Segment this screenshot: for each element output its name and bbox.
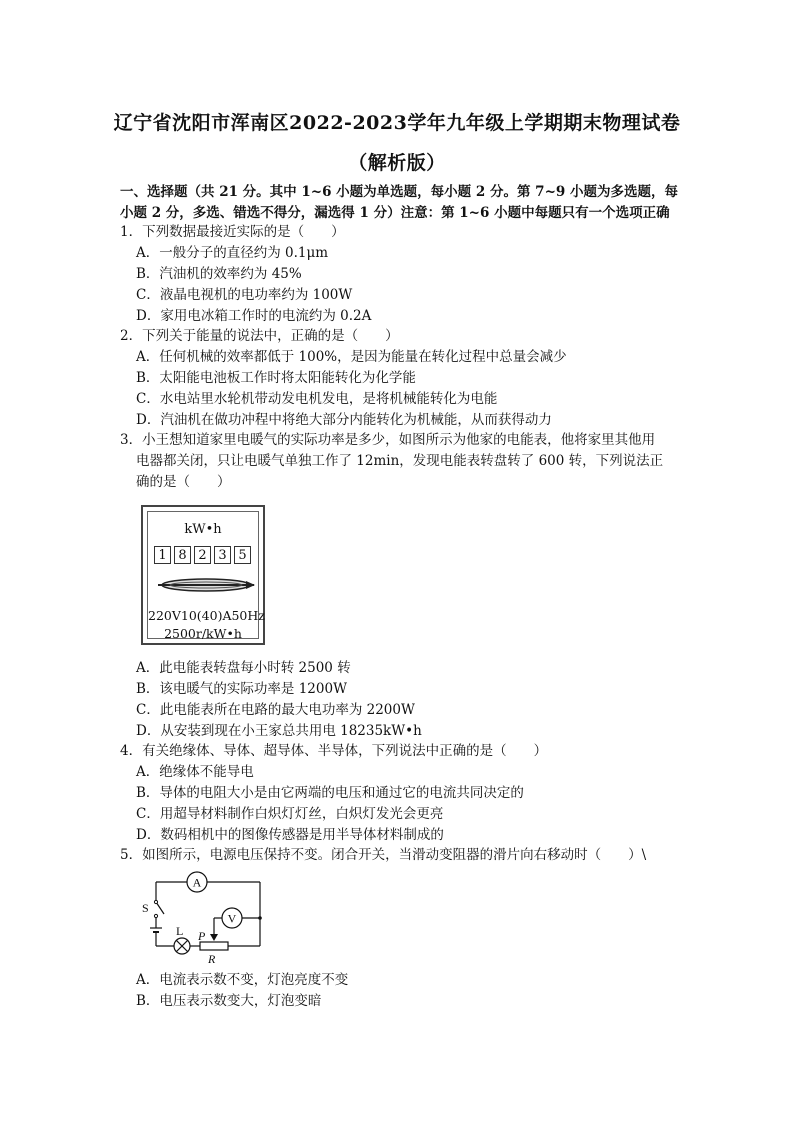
question-3-stem-line3: 确的是（ ） bbox=[136, 474, 231, 490]
meter-digit: 8 bbox=[174, 546, 191, 564]
section-heading-line1: 一、选择题（共 21 分。其中 1~6 小题为单选题，每小题 2 分。第 7~9 小题为多选题，每 bbox=[120, 184, 678, 200]
question-2-stem: 2．下列关于能量的说法中，正确的是（ ） bbox=[120, 328, 399, 344]
question-4-stem: 4．有关绝缘体、导体、超导体、半导体，下列说法中正确的是（ ） bbox=[120, 743, 548, 759]
question-2-option-a: A．任何机械的效率都低于 100%，是因为能量在转化过程中总量会减少 bbox=[136, 349, 567, 365]
energy-meter-panel bbox=[147, 511, 265, 641]
question-4-option-c: C．用超导材料制作白炽灯灯丝，白炽灯发光会更亮 bbox=[136, 806, 444, 822]
question-1-option-b: B．汽油机的效率约为 45% bbox=[136, 266, 302, 282]
ammeter-icon bbox=[187, 872, 207, 892]
question-1-option-d: D．家用电冰箱工作时的电流约为 0.2A bbox=[136, 308, 372, 324]
question-3-option-c: C．此电能表所在电路的最大电功率为 2200W bbox=[136, 702, 415, 718]
question-1-option-a: A．一般分子的直径约为 0.1μm bbox=[136, 245, 329, 261]
question-1-option-c: C．液晶电视机的电功率约为 100W bbox=[136, 287, 353, 303]
section-heading-line2: 小题 2 分，多选、错选不得分，漏选得 1 分）注意：第 1~6 小题中每题只有一个选项正确 bbox=[120, 205, 670, 221]
switch-label: S bbox=[142, 901, 149, 915]
question-2-option-d: D．汽油机在做功冲程中将绝大部分内能转化为机械能，从而获得动力 bbox=[136, 412, 552, 428]
question-5-stem: 5．如图所示，电源电压保持不变。闭合开关，当滑动变阻器的滑片向右移动时（ ）\ bbox=[120, 847, 647, 863]
meter-digit: 1 bbox=[154, 546, 171, 564]
slider-label: P bbox=[198, 929, 206, 943]
question-2-option-b: B．太阳能电池板工作时将太阳能转化为化学能 bbox=[136, 370, 416, 386]
question-3-option-b: B．该电暖气的实际功率是 1200W bbox=[136, 681, 347, 697]
meter-digit: 3 bbox=[214, 546, 231, 564]
lamp-icon bbox=[174, 938, 190, 954]
question-3-stem-line2: 电器都关闭，只让电暖气单独工作了 12min，发现电能表转盘转了 600 转，下列说法正 bbox=[136, 453, 664, 469]
question-2-option-c: C．水电站里水轮机带动发电机发电，是将机械能转化为电能 bbox=[136, 391, 498, 407]
voltmeter-label: V bbox=[227, 911, 237, 926]
resistor-label: R bbox=[208, 952, 216, 966]
ammeter-label: A bbox=[192, 875, 202, 890]
meter-constant-label: 2500r/kW•h bbox=[164, 626, 242, 641]
question-5-option-b: B．电压表示数变大，灯泡变暗 bbox=[136, 993, 322, 1009]
question-3-option-a: A．此电能表转盘每小时转 2500 转 bbox=[136, 660, 351, 676]
meter-rotating-disk-icon bbox=[156, 576, 256, 594]
meter-unit-label: kW•h bbox=[184, 522, 222, 537]
page-subtitle: （解析版） bbox=[348, 152, 446, 174]
meter-rating-label: 220V10(40)A50Hz bbox=[148, 608, 265, 623]
page-title: 辽宁省沈阳市浑南区2022-2023学年九年级上学期期末物理试卷 bbox=[113, 112, 681, 134]
meter-digit: 2 bbox=[194, 546, 211, 564]
circuit-diagram bbox=[140, 866, 270, 966]
lamp-label: L bbox=[176, 924, 184, 938]
question-4-option-a: A．绝缘体不能导电 bbox=[136, 764, 254, 780]
meter-digit: 5 bbox=[234, 546, 251, 564]
meter-counter bbox=[154, 546, 254, 564]
question-4-option-d: D．数码相机中的图像传感器是用半导体材料制成的 bbox=[136, 827, 444, 843]
question-1-stem: 1．下列数据最接近实际的是（ ） bbox=[120, 224, 345, 240]
question-4-option-b: B．导体的电阻大小是由它两端的电压和通过它的电流共同决定的 bbox=[136, 785, 524, 801]
question-3-option-d: D．从安装到现在小王家总共用电 18235kW•h bbox=[136, 723, 422, 739]
voltmeter-icon bbox=[222, 908, 242, 928]
question-5-option-a: A．电流表示数不变，灯泡亮度不变 bbox=[136, 972, 349, 988]
question-3-stem-line1: 3．小王想知道家里电暖气的实际功率是多少，如图所示为他家的电能表，他将家里其他用 bbox=[120, 432, 656, 448]
energy-meter-figure bbox=[141, 505, 265, 645]
